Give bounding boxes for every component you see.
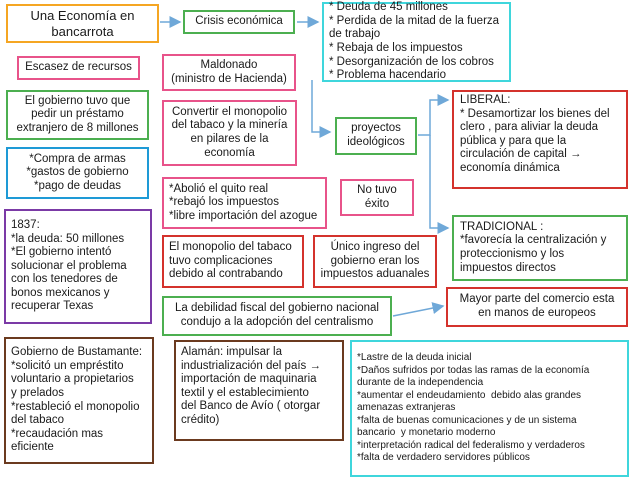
year-1837-line-6: recuperar Texas bbox=[11, 300, 94, 313]
monopolio-line-3: en pilares de la bbox=[190, 133, 269, 145]
tabaco-complicaciones-line-2: tuvo complicaciones bbox=[169, 254, 273, 267]
title-box bbox=[6, 4, 159, 43]
year-1837-line-4: con los tenedores de bbox=[11, 273, 118, 286]
debilidad-fiscal-box bbox=[162, 296, 392, 336]
lastre-line-7: bancario y monetario moderno bbox=[357, 427, 496, 439]
bustamante-line-3: y prelados bbox=[11, 386, 65, 399]
proyectos-line-1: proyectos bbox=[351, 122, 401, 135]
tradicional-box bbox=[452, 215, 628, 281]
tradicional-line-2: proteccionismo y los bbox=[460, 248, 565, 260]
unico-ingreso-line-1: Único ingreso del bbox=[330, 241, 420, 254]
unico-ingreso-line-2: gobierno eran los bbox=[330, 254, 420, 267]
alaman-line-6: crédito) bbox=[181, 413, 220, 426]
tabaco-complicaciones-line-3: debido al contrabando bbox=[169, 268, 283, 281]
lastre-line-4: *aumentar el endeudamiento debido alas grandes bbox=[357, 389, 582, 401]
arrow-to-proyectos bbox=[312, 80, 330, 132]
maldonado-line-2: (ministro de Hacienda) bbox=[171, 72, 287, 85]
prestamo-line-1: El gobierno tuvo que bbox=[24, 94, 131, 107]
arrow-proyectos-to-tradicional bbox=[430, 135, 448, 228]
comercio-box bbox=[446, 287, 628, 327]
crisis-item-4: * Desorganización de los cobros bbox=[329, 55, 494, 68]
no-tuvo-line-2: éxito bbox=[364, 197, 390, 210]
tabaco-complicaciones-line-1: El monopolio del tabaco bbox=[169, 241, 292, 254]
maldonado-line-1: Maldonado bbox=[200, 58, 258, 71]
year-1837-line-1: *la deuda: 50 millones bbox=[11, 232, 125, 245]
alaman-line-5: del Banco de Avío ( otorgar bbox=[181, 400, 321, 413]
liberal-line-1: * Desamortizar los bienes del bbox=[460, 107, 610, 120]
liberal-heading: LIBERAL: bbox=[460, 94, 511, 106]
crisis-item-2: * Perdida de la mitad de la fuerza de trabajo bbox=[329, 14, 503, 41]
lastre-line-9: *falta de verdadero servidores públicos bbox=[357, 452, 530, 464]
arrow-proyectos-to-liberal bbox=[418, 100, 448, 135]
tradicional-heading: TRADICIONAL : bbox=[460, 220, 544, 233]
tradicional-line-3: impuestos directos bbox=[460, 261, 556, 274]
monopolio-line-2: del tabaco y la minería bbox=[171, 119, 288, 132]
liberal-line-5: economía dinámica bbox=[460, 161, 560, 174]
monopolio-box bbox=[162, 100, 297, 166]
bustamante-line-5: del tabaco bbox=[11, 414, 65, 427]
liberal-line-2: clero , para aliviar la deuda bbox=[460, 121, 599, 134]
compra-line-3: *pago de deudas bbox=[34, 179, 121, 192]
alaman-line-2: industrialización del país → bbox=[181, 359, 321, 372]
crisis-box bbox=[183, 10, 295, 34]
compra-line-2: *gastos de gobierno bbox=[26, 166, 129, 179]
no-tuvo-line-1: No tuvo bbox=[357, 183, 397, 196]
prestamo-box bbox=[6, 90, 149, 140]
lastre-box bbox=[350, 340, 629, 477]
comercio-line-2: en manos de europeos bbox=[478, 307, 596, 319]
abolio-box bbox=[162, 177, 327, 229]
alaman-line-4: textil y el establecimiento bbox=[181, 386, 309, 399]
monopolio-line-1: Convertir el monopolio bbox=[171, 105, 288, 118]
lastre-line-8: *interpretación radical del federalismo y verdaderos bbox=[357, 439, 585, 451]
year-1837-box bbox=[4, 209, 152, 324]
bustamante-line-6: *recaudación mas bbox=[11, 427, 104, 440]
debilidad-fiscal-line-1: La debilidad fiscal del gobierno nacional bbox=[175, 302, 379, 315]
bustamante-line-1: *solicitó un empréstito bbox=[11, 359, 124, 372]
liberal-line-3: pública y para que la bbox=[460, 134, 567, 147]
monopolio-line-4: economía bbox=[204, 146, 255, 159]
debilidad-fiscal-line-2: condujo a la adopción del centralismo bbox=[180, 316, 374, 328]
abolio-line-2: *rebajó los impuestos bbox=[169, 196, 279, 209]
abolio-line-1: *Abolió el quito real bbox=[169, 182, 269, 195]
escasez-label: Escasez de recursos bbox=[25, 61, 132, 74]
year-1837-heading: 1837: bbox=[11, 219, 40, 232]
abolio-line-3: *libre importación del azogue bbox=[169, 209, 318, 222]
lastre-line-6: *falta de buenas comunicaciones y de un sistema bbox=[357, 414, 577, 426]
proyectos-box bbox=[335, 117, 417, 155]
bustamante-line-4: *restableció el monopolio bbox=[11, 400, 140, 413]
crisis-item-5: * Problema hacendario bbox=[329, 69, 446, 82]
tabaco-complicaciones-box bbox=[162, 235, 304, 288]
crisis-list-box bbox=[322, 2, 511, 82]
prestamo-line-3: extranjero de 8 millones bbox=[16, 121, 139, 134]
unico-ingreso-line-3: impuestos aduanales bbox=[320, 268, 430, 281]
alaman-line-1: Alamán: impulsar la bbox=[181, 346, 282, 358]
alaman-box bbox=[174, 340, 344, 441]
year-1837-line-3: solucionar el problema bbox=[11, 259, 127, 272]
tradicional-line-1: *favorecía la centralización y bbox=[460, 234, 607, 247]
title-line-2: bancarrota bbox=[51, 23, 114, 39]
alaman-line-3: importación de maquinaria bbox=[181, 373, 317, 386]
title-line-1: Una Economía en bbox=[30, 8, 135, 24]
proyectos-line-2: ideológicos bbox=[347, 136, 405, 148]
liberal-line-4: circulación de capital → bbox=[460, 148, 582, 161]
comercio-line-1: Mayor parte del comercio esta bbox=[459, 293, 615, 306]
liberal-box bbox=[452, 90, 628, 189]
bustamante-line-2: voluntario a propietarios bbox=[11, 373, 134, 386]
lastre-line-5: amenazas extranjeras bbox=[357, 402, 456, 414]
year-1837-line-5: bonos mexicanos y bbox=[11, 286, 110, 299]
crisis-label: Crisis económica bbox=[195, 15, 283, 28]
maldonado-box bbox=[162, 54, 296, 91]
crisis-item-3: * Rebaja de los impuestos bbox=[329, 42, 463, 54]
lastre-line-2: *Daños sufridos por todas las ramas de la economía bbox=[357, 364, 590, 376]
no-tuvo-box bbox=[340, 179, 414, 216]
escasez-box bbox=[17, 56, 140, 80]
prestamo-line-2: pedir un préstamo bbox=[31, 108, 124, 121]
compra-line-1: *Compra de armas bbox=[29, 152, 126, 165]
bustamante-heading: Gobierno de Bustamante: bbox=[11, 346, 143, 359]
arrow-debilidad-to-comercio bbox=[393, 306, 443, 316]
compra-box bbox=[6, 147, 149, 199]
crisis-item-1: * Deuda de 45 millones bbox=[329, 1, 448, 14]
lastre-line-1: *Lastre de la deuda inicial bbox=[357, 352, 472, 364]
year-1837-line-2: *El gobierno intentó bbox=[11, 246, 112, 259]
bustamante-line-7: eficiente bbox=[11, 441, 54, 454]
unico-ingreso-box bbox=[313, 235, 437, 288]
lastre-line-3: durante de la independencia bbox=[357, 377, 484, 389]
bustamante-box bbox=[4, 337, 154, 464]
